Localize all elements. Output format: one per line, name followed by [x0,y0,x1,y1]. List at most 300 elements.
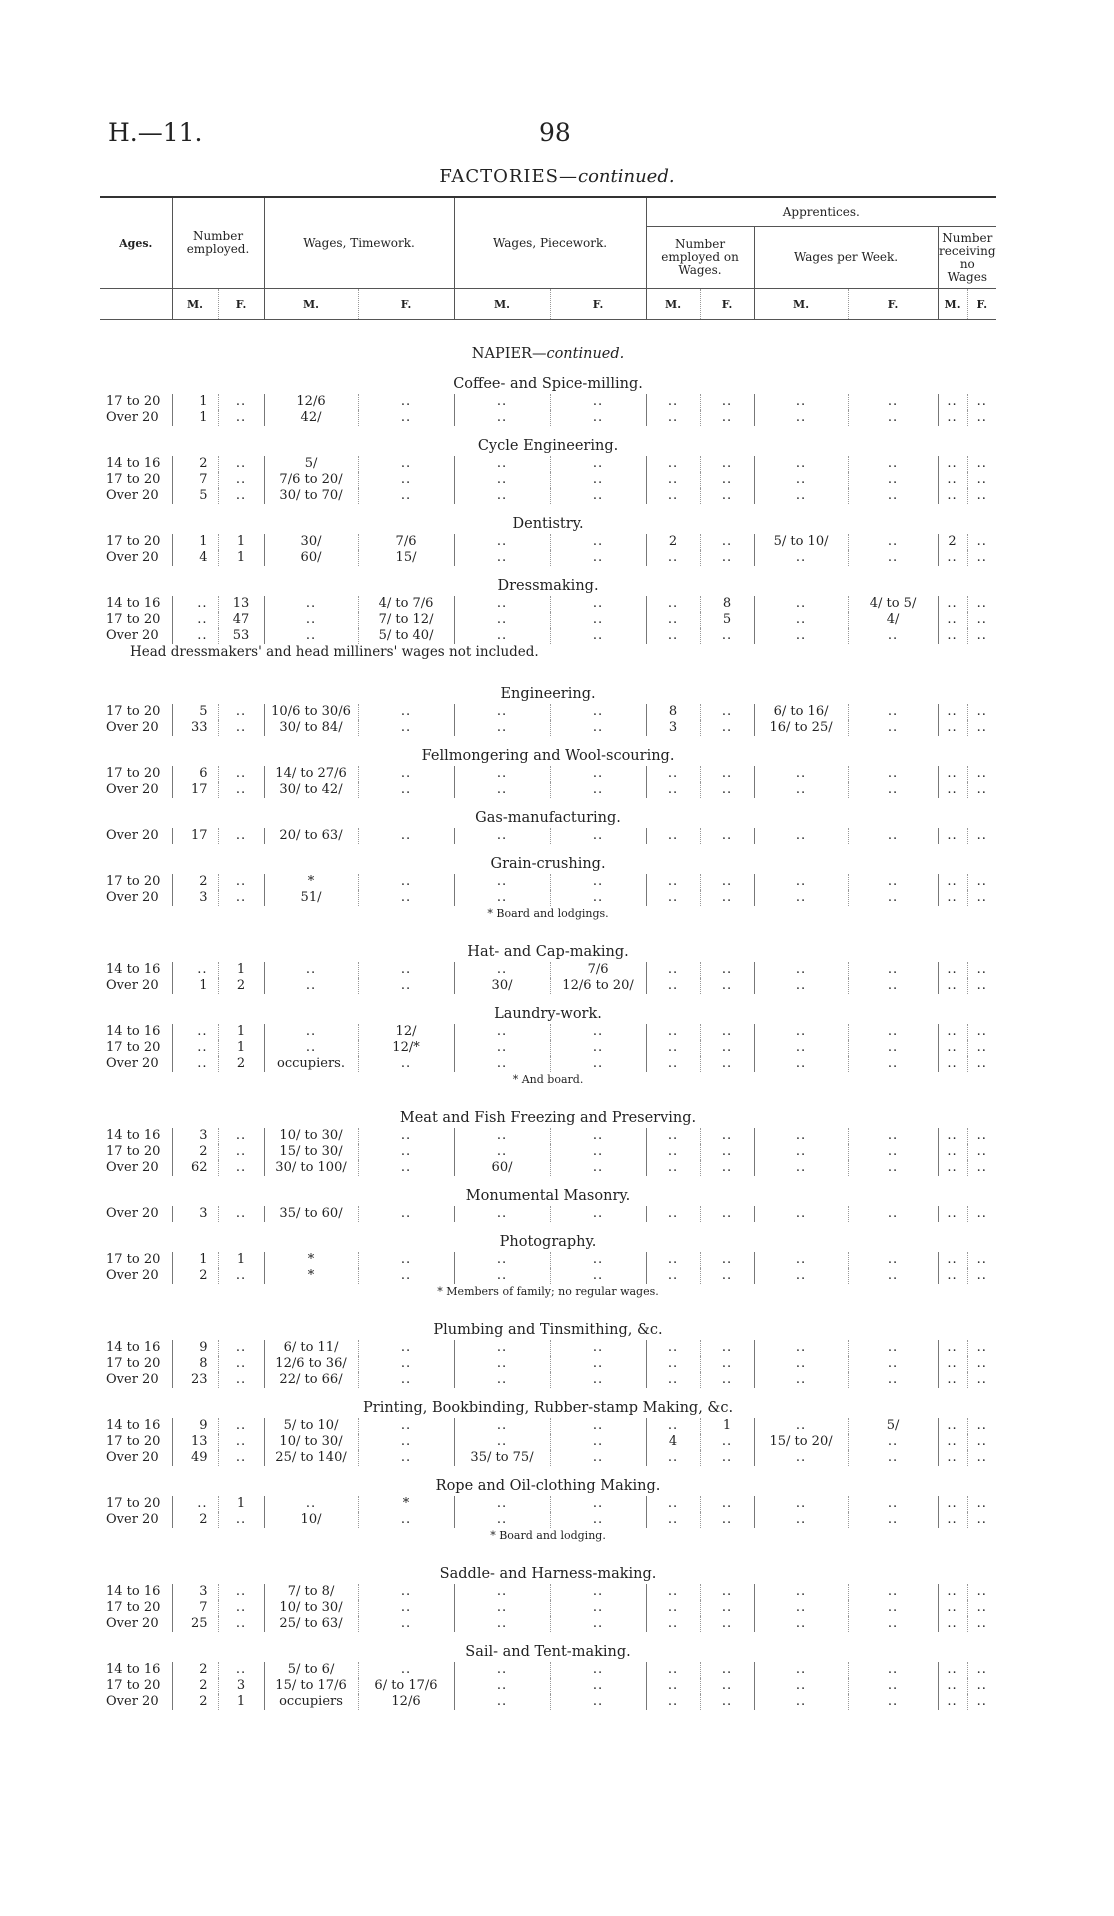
age-cell: 17 to 20 [106,874,161,889]
table-cell: .. [938,704,967,720]
table-cell: 2 [172,456,218,472]
table-row [100,1512,996,1528]
table-cell: .. [754,828,848,844]
table-cell: .. [848,550,938,566]
table-row [100,1678,996,1694]
table-cell: 12/6 to 36/ [264,1356,358,1372]
table-cell: .. [218,1268,264,1284]
table-cell: .. [700,1694,754,1710]
table-cell: .. [646,1024,700,1040]
col-apprentices: Apprentices. [646,197,996,227]
age-cell: 17 to 20 [106,704,161,719]
table-cell: .. [646,550,700,566]
table-cell: .. [967,1662,996,1678]
table-cell: .. [646,1512,700,1528]
table-header [100,197,996,320]
table-cell: .. [646,828,700,844]
table-cell: .. [967,1356,996,1372]
table-cell: .. [754,456,848,472]
table-cell: .. [848,1206,938,1222]
table-cell: .. [218,410,264,426]
table-cell: .. [848,782,938,798]
table-cell: .. [454,1512,550,1528]
table-cell: 4/ to 5/ [848,596,938,612]
age-cell: 17 to 20 [106,1496,161,1511]
table-cell: .. [848,828,938,844]
table-cell: 6 [172,766,218,782]
table-cell: .. [646,978,700,994]
table-cell: .. [754,1160,848,1176]
table-cell: .. [967,874,996,890]
table-cell: .. [454,890,550,906]
table-cell: .. [454,1268,550,1284]
table-cell: .. [848,1024,938,1040]
col-f: F. [218,289,264,320]
table-cell: .. [754,1496,848,1512]
table-cell: .. [967,1418,996,1434]
col-ages-blank [100,289,172,320]
table-row [100,1056,996,1072]
section-heading [100,364,996,394]
table-row [100,1600,996,1616]
table-cell: .. [172,1056,218,1072]
table-cell: .. [550,1144,646,1160]
table-cell: 5/ [848,1418,938,1434]
table-cell: .. [454,1356,550,1372]
col-m: M. [646,289,700,320]
table-row [100,1418,996,1434]
section-title: Hat- and Cap-making. [467,944,629,960]
table-cell: .. [938,1128,967,1144]
table-cell: .. [700,1496,754,1512]
age-cell: Over 20 [106,550,159,565]
age-cell: Over 20 [106,1694,159,1709]
table-cell: .. [700,1434,754,1450]
table-row [100,1662,996,1678]
table-cell: .. [967,1584,996,1600]
table-cell: .. [218,1128,264,1144]
table-cell: .. [700,704,754,720]
table-cell: .. [938,962,967,978]
table-cell: .. [172,628,218,644]
table-cell: .. [700,782,754,798]
table-cell: .. [967,488,996,504]
table-row [100,596,996,612]
table-cell: .. [454,612,550,628]
section-title: Rope and Oil-clothing Making. [435,1478,661,1494]
table-cell: .. [358,874,454,890]
table-cell: .. [967,628,996,644]
table-cell: .. [218,472,264,488]
table-cell: .. [938,874,967,890]
age-cell: 17 to 20 [106,534,161,549]
table-cell: 10/6 to 30/6 [264,704,358,720]
table-cell: .. [358,1584,454,1600]
table-cell: 2 [172,1694,218,1710]
section-heading [100,798,996,828]
table-cell: .. [264,962,358,978]
table-cell: .. [700,1678,754,1694]
table-cell: .. [358,1056,454,1072]
table-cell: .. [754,962,848,978]
table-cell: .. [967,550,996,566]
table-cell: .. [754,1616,848,1632]
table-cell: .. [264,612,358,628]
table-cell: .. [754,394,848,410]
age-cell: 17 to 20 [106,766,161,781]
age-cell: Over 20 [106,410,159,425]
table-cell: .. [700,1268,754,1284]
table-cell: 1 [218,1024,264,1040]
table-cell: .. [550,782,646,798]
table-cell: 1 [218,1040,264,1056]
table-cell: .. [967,1600,996,1616]
table-cell: .. [967,394,996,410]
table-cell: 7/6 [550,962,646,978]
table-cell: .. [358,1340,454,1356]
table-cell: .. [454,1418,550,1434]
table-cell: .. [646,1160,700,1176]
table-cell: .. [454,828,550,844]
table-cell: 1 [218,1252,264,1268]
table-cell: .. [754,1372,848,1388]
section-footnote [100,906,996,932]
table-cell: .. [938,978,967,994]
table-cell: 62 [172,1160,218,1176]
table-cell: .. [938,1616,967,1632]
table-cell: .. [700,720,754,736]
table-cell: .. [358,1206,454,1222]
age-cell: 17 to 20 [106,1144,161,1159]
table-cell: .. [646,1496,700,1512]
table-cell: .. [358,410,454,426]
table-cell: .. [938,1434,967,1450]
table-cell: .. [264,628,358,644]
table-cell: .. [848,1616,938,1632]
table-cell: .. [848,1600,938,1616]
table-cell: 5 [172,704,218,720]
footnote-text: * Members of family; no regular wages. [437,1285,659,1298]
table-cell: 2 [172,1268,218,1284]
table-cell: .. [700,1662,754,1678]
table-cell: .. [454,472,550,488]
table-cell: .. [646,766,700,782]
table-cell: 6/ to 11/ [264,1340,358,1356]
table-cell: 10/ [264,1512,358,1528]
table-cell: .. [358,890,454,906]
table-cell: 5/ to 6/ [264,1662,358,1678]
table-cell: .. [848,720,938,736]
table-cell: .. [848,1694,938,1710]
table-cell: .. [358,782,454,798]
table-cell: .. [700,1252,754,1268]
age-cell: 14 to 16 [106,962,161,977]
section-footnote [100,1284,996,1310]
table-cell: .. [454,488,550,504]
table-cell: occupiers [264,1694,358,1710]
table-cell: 7 [172,1600,218,1616]
table-cell: 2 [172,1662,218,1678]
table-cell: .. [967,1340,996,1356]
table-cell: 6/ to 16/ [754,704,848,720]
table-cell: .. [754,1024,848,1040]
title-continued: continued. [578,166,675,187]
table-cell: .. [754,1056,848,1072]
table-cell: .. [938,394,967,410]
table-cell: .. [646,394,700,410]
table-cell: .. [646,1616,700,1632]
table-cell: 7/ to 12/ [358,612,454,628]
table-cell: .. [550,472,646,488]
table-cell: .. [550,1512,646,1528]
table-cell: .. [454,1496,550,1512]
table-row [100,1356,996,1372]
table-cell: .. [938,1678,967,1694]
section-title: Sail- and Tent-making. [465,1644,631,1660]
col-wages-piecework: Wages, Piecework. [454,197,646,289]
table-cell: .. [550,1434,646,1450]
section-heading [100,1222,996,1252]
table-cell: .. [700,534,754,550]
table-cell: .. [646,1450,700,1466]
table-cell: .. [358,1616,454,1632]
footnote-text: * Board and lodging. [490,1529,606,1542]
table-row [100,962,996,978]
table-cell: 8 [700,596,754,612]
table-cell: .. [454,874,550,890]
table-cell: .. [358,1372,454,1388]
table-cell: .. [967,1512,996,1528]
table-cell: .. [218,1418,264,1434]
table-cell: .. [938,720,967,736]
table-cell: .. [358,720,454,736]
table-cell: .. [938,472,967,488]
table-cell: .. [848,1356,938,1372]
table-row [100,1616,996,1632]
table-cell: * [358,1496,454,1512]
table-cell: 3 [172,890,218,906]
table-cell: .. [848,1340,938,1356]
age-cell: 14 to 16 [106,1662,161,1677]
age-cell: Over 20 [106,890,159,905]
table-cell: .. [938,1206,967,1222]
table-cell: 3 [172,1206,218,1222]
table-cell: .. [172,612,218,628]
table-cell: 14/ to 27/6 [264,766,358,782]
table-cell: .. [938,1340,967,1356]
table-cell: 12/6 to 20/ [550,978,646,994]
town-heading [100,320,996,365]
table-row [100,488,996,504]
table-cell: .. [550,1616,646,1632]
table-cell: .. [218,456,264,472]
table-cell: 1 [172,978,218,994]
table-cell: .. [646,628,700,644]
age-cell: Over 20 [106,488,159,503]
section-title: Dentistry. [512,516,584,532]
table-cell: .. [938,1268,967,1284]
table-cell: .. [218,1144,264,1160]
age-cell: 14 to 16 [106,1418,161,1433]
col-f: F. [358,289,454,320]
table-cell: .. [358,704,454,720]
col-app-no-wages: Number receiving no Wages [938,227,996,289]
section-title: Monumental Masonry. [465,1188,631,1204]
table-cell: .. [550,1694,646,1710]
table-cell: .. [848,1372,938,1388]
table-cell: .. [172,596,218,612]
table-cell: .. [848,874,938,890]
table-cell: .. [550,1268,646,1284]
table-cell: .. [754,1694,848,1710]
table-cell: .. [848,472,938,488]
table-cell: .. [700,1356,754,1372]
table-cell: .. [754,978,848,994]
age-cell: Over 20 [106,720,159,735]
section-title: Grain-crushing. [490,856,606,872]
age-cell: 17 to 20 [106,1600,161,1615]
table-cell: .. [454,962,550,978]
table-cell: 30/ to 100/ [264,1160,358,1176]
table-cell: 7/ to 8/ [264,1584,358,1600]
table-cell: .. [938,1040,967,1056]
table-cell: .. [358,1268,454,1284]
table-cell: .. [218,704,264,720]
table-cell: 9 [172,1418,218,1434]
table-row [100,456,996,472]
table-cell: .. [646,1694,700,1710]
table-cell: 15/ to 20/ [754,1434,848,1450]
table-cell: 12/ [358,1024,454,1040]
table-cell: .. [218,1356,264,1372]
table-cell: .. [358,1450,454,1466]
table-cell: .. [967,1450,996,1466]
town-name [100,320,996,365]
table-cell: 20/ to 63/ [264,828,358,844]
col-f: F. [700,289,754,320]
table-cell: .. [550,766,646,782]
table-cell: 9 [172,1340,218,1356]
table-cell: .. [848,1450,938,1466]
table-cell: .. [967,1128,996,1144]
table-cell: .. [646,874,700,890]
table-cell: .. [967,1024,996,1040]
table-cell: .. [454,1206,550,1222]
table-cell: .. [754,596,848,612]
section-title: Meat and Fish Freezing and Preserving. [399,1110,697,1126]
section-title: Cycle Engineering. [477,438,619,454]
table-cell: .. [700,890,754,906]
table-cell: .. [700,766,754,782]
table-cell: .. [646,1678,700,1694]
col-ages: Ages. [100,197,172,289]
table-cell: .. [848,1252,938,1268]
table-cell: 25 [172,1616,218,1632]
table-row [100,978,996,994]
table-cell: 25/ to 63/ [264,1616,358,1632]
table-cell: 2 [218,1056,264,1072]
table-cell: .. [967,1144,996,1160]
age-cell: Over 20 [106,1056,159,1071]
table-cell: .. [550,1372,646,1388]
table-cell: .. [938,1584,967,1600]
table-cell: occupiers. [264,1056,358,1072]
table-cell: .. [646,488,700,504]
table-cell: .. [700,1450,754,1466]
table-cell: 60/ [454,1160,550,1176]
table-row [100,1206,996,1222]
table-row [100,766,996,782]
table-row [100,1268,996,1284]
table-cell: 4/ [848,612,938,628]
table-cell: 35/ to 75/ [454,1450,550,1466]
section-title: Saddle- and Harness-making. [439,1566,657,1582]
table-cell: .. [646,596,700,612]
table-cell: .. [848,1496,938,1512]
table-cell: .. [550,874,646,890]
table-cell: .. [218,766,264,782]
table-cell: .. [550,1584,646,1600]
section-heading [100,994,996,1024]
table-cell: .. [938,1144,967,1160]
table-cell: 17 [172,828,218,844]
table-cell: .. [454,550,550,566]
table-cell: .. [646,1206,700,1222]
table-cell: .. [454,1694,550,1710]
table-cell: .. [848,1144,938,1160]
table-cell: .. [754,1584,848,1600]
table-cell: 10/ to 30/ [264,1600,358,1616]
table-cell: 2 [938,534,967,550]
table-cell: .. [848,1160,938,1176]
table-row [100,1024,996,1040]
table-cell: .. [454,534,550,550]
table-row [100,612,996,628]
table-cell: .. [550,1356,646,1372]
table-cell: .. [848,1056,938,1072]
col-app-wages-per-week: Wages per Week. [754,227,938,289]
table-cell: .. [700,1340,754,1356]
table-cell: 30/ to 70/ [264,488,358,504]
table-cell: .. [454,720,550,736]
table-cell: .. [754,488,848,504]
footnote-text: Head dressmakers' and head milliners' wages not included. [130,644,539,660]
page-number: 98 [539,118,571,147]
table-cell: .. [646,1418,700,1434]
table-cell: 3 [172,1584,218,1600]
table-cell: .. [646,782,700,798]
table-row [100,1252,996,1268]
table-cell: 2 [218,978,264,994]
table-cell: .. [938,1450,967,1466]
col-f: F. [967,289,996,320]
table-cell: .. [700,1144,754,1160]
table-cell: .. [550,1252,646,1268]
table-cell: .. [550,612,646,628]
table-cell: .. [848,1662,938,1678]
table-cell: .. [938,1372,967,1388]
table-cell: .. [848,704,938,720]
table-cell: .. [264,1040,358,1056]
table-cell: .. [454,704,550,720]
table-cell: .. [454,1024,550,1040]
table-cell: 42/ [264,410,358,426]
table-cell: 49 [172,1450,218,1466]
table-cell: .. [700,1128,754,1144]
table-row [100,1340,996,1356]
table-cell: * [264,874,358,890]
table-row [100,782,996,798]
